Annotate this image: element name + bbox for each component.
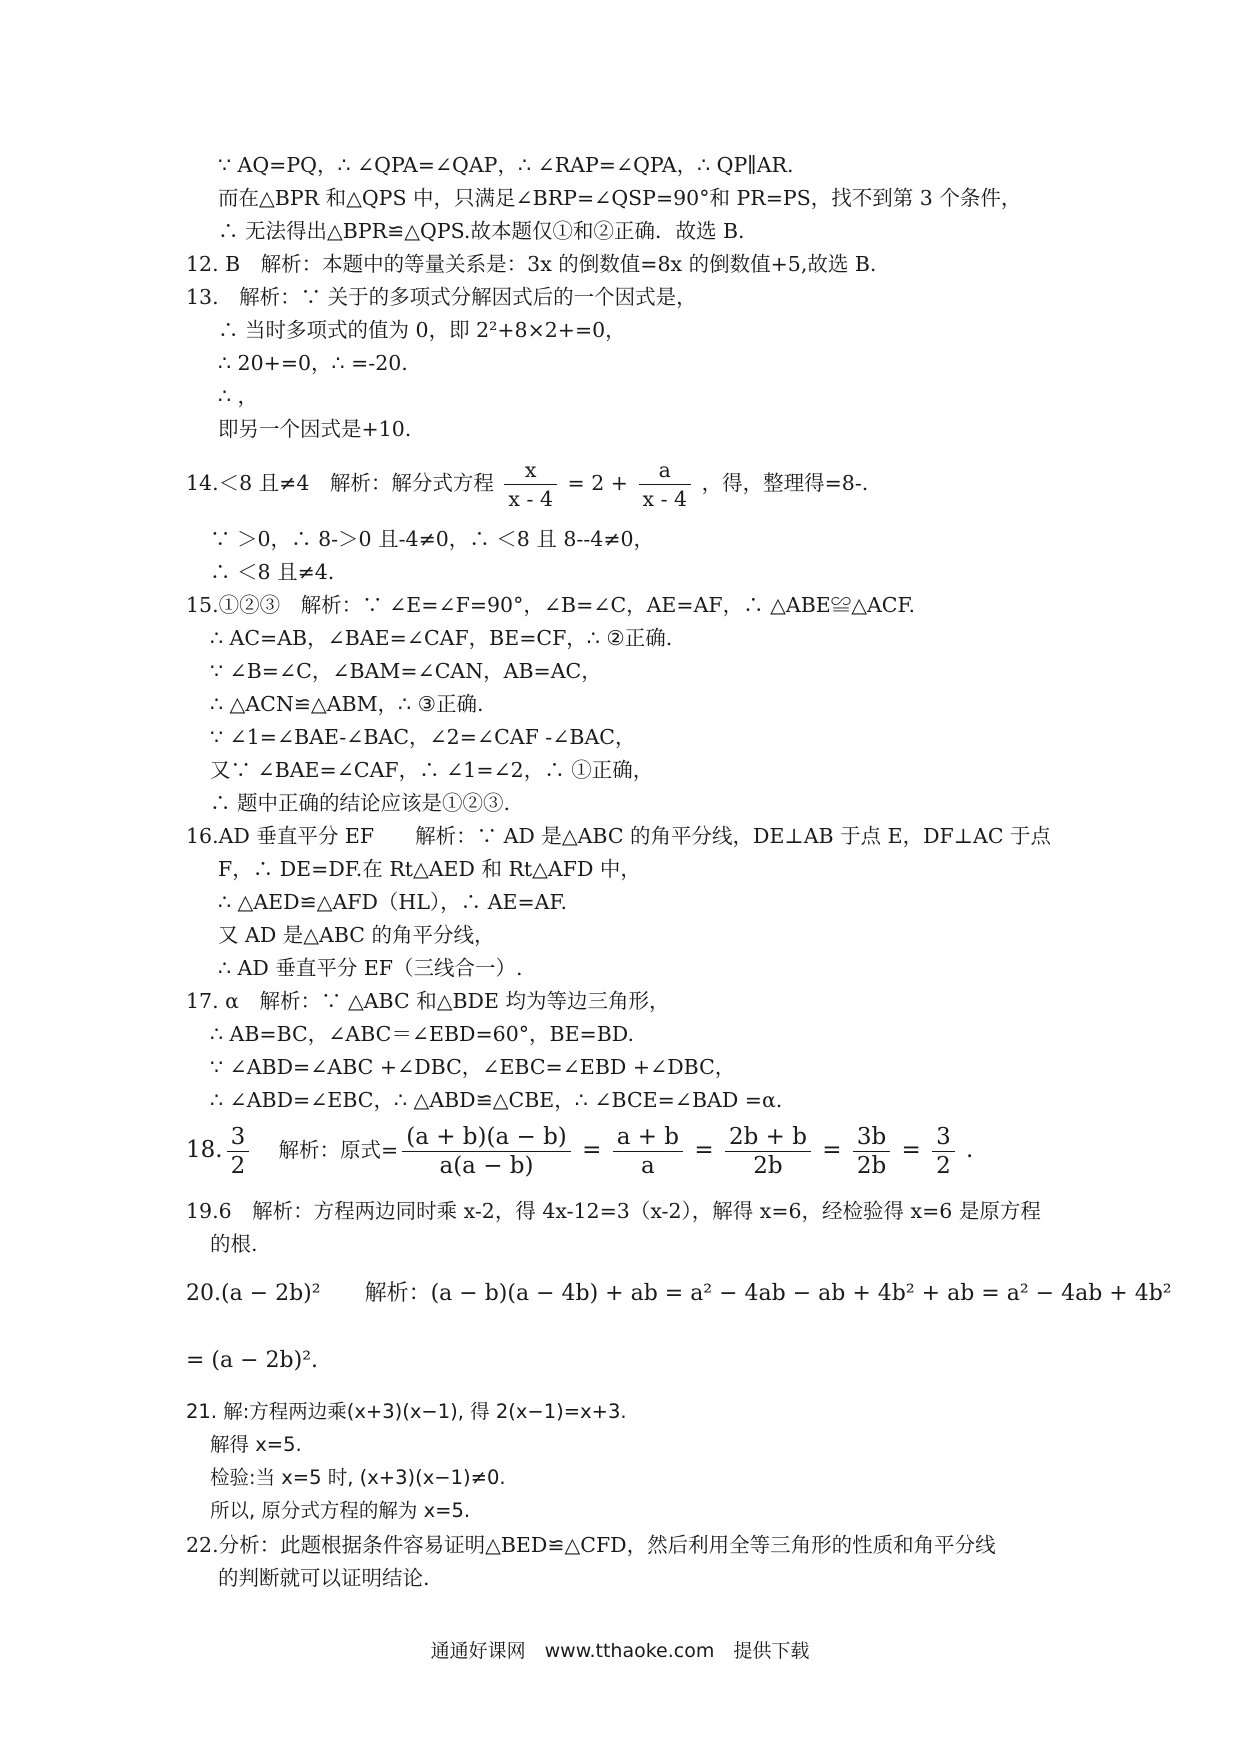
text-line: = (a − 2b)². bbox=[186, 1348, 319, 1373]
text-line: ∴ △AED≌△AFD（HL），∴ AE=AF. bbox=[218, 890, 567, 914]
text-line: ∴ ， bbox=[218, 384, 259, 408]
fraction-denominator: a(a − b) bbox=[439, 1152, 534, 1179]
text-line: 即另一个因式是+10. bbox=[218, 417, 412, 441]
answer-18 bbox=[186, 1118, 973, 1182]
text-line: ∴ ＜8 且≠4. bbox=[210, 560, 335, 584]
fraction-denominator: a bbox=[641, 1152, 655, 1179]
fraction-denominator: 2 bbox=[230, 1152, 246, 1179]
fraction-denominator: x - 4 bbox=[642, 487, 688, 511]
answer-14-text: 14.＜8 且≠4 解析：解分式方程 bbox=[186, 471, 494, 495]
fraction bbox=[402, 1125, 571, 1178]
equals-sign: = bbox=[582, 1137, 602, 1163]
text-line: ∴ AB=BC，∠ABC＝∠EBD=60°，BE=BD. bbox=[210, 1022, 634, 1046]
fraction bbox=[613, 1125, 683, 1178]
fraction-numerator: 3 bbox=[227, 1125, 250, 1152]
answer-18-number: 18. bbox=[186, 1137, 223, 1163]
fraction bbox=[725, 1125, 811, 1178]
fraction bbox=[639, 458, 692, 511]
analysis-label: 解析：原式= bbox=[278, 1138, 399, 1162]
text-line: ∴ AD 垂直平分 EF（三线合一）. bbox=[218, 956, 523, 980]
answer-19: 19.6 解析：方程两边同时乘 x-2，得 4x-12=3（x-2），解得 x=6，经检验得 x=6 是原方程 bbox=[186, 1199, 1041, 1223]
fraction-numerator: 3b bbox=[853, 1125, 890, 1152]
fraction-numerator: 3 bbox=[932, 1125, 955, 1152]
equation-text: ，得，整理得=8-. bbox=[701, 471, 869, 495]
text-line: 又∵ ∠BAE=∠CAF，∴ ∠1=∠2，∴ ①正确， bbox=[210, 758, 654, 782]
answer-20: 20.(a − 2b)² 解析：(a − b)(a − 4b) + ab = a² − 4ab − ab + 4b² + ab = a² − 4ab + 4b² bbox=[186, 1281, 1172, 1306]
text-line: ∵ AQ=PQ，∴ ∠QPA=∠QAP，∴ ∠RAP=∠QPA，∴ QP∥AR. bbox=[218, 153, 794, 177]
answer-14 bbox=[186, 453, 868, 513]
text-line: ∵ ∠ABD=∠ABC +∠DBC，∠EBC=∠EBD +∠DBC， bbox=[210, 1055, 736, 1079]
text-line: ∵ ∠1=∠BAE-∠BAC，∠2=∠CAF -∠BAC， bbox=[210, 725, 636, 749]
fraction bbox=[227, 1125, 250, 1178]
text-line: 的根. bbox=[210, 1232, 258, 1256]
equals-sign: = bbox=[822, 1137, 842, 1163]
text-line: ∴ 题中正确的结论应该是①②③. bbox=[210, 791, 511, 815]
text-line: ∴ ∠ABD=∠EBC，∴ △ABD≌△CBE，∴ ∠BCE=∠BAD =α. bbox=[210, 1088, 783, 1112]
text-line: ∴ 20+=0，∴ =-20. bbox=[218, 351, 408, 375]
fraction bbox=[932, 1125, 955, 1178]
text-line: 又 AD 是△ABC 的角平分线， bbox=[218, 923, 495, 947]
equals-sign: = bbox=[694, 1137, 714, 1163]
fraction-denominator: 2b bbox=[753, 1152, 783, 1179]
text-line: ∵ ∠B=∠C，∠BAM=∠CAN，AB=AC， bbox=[210, 659, 602, 683]
page-footer: 通通好课网 www.tthaoke.com 提供下载 bbox=[430, 1640, 810, 1662]
answer-21: 21. 解:方程两边乘(x+3)(x−1), 得 2(x−1)=x+3. bbox=[186, 1400, 627, 1423]
fraction-numerator: a bbox=[639, 458, 692, 485]
fraction-numerator: (a + b)(a − b) bbox=[402, 1125, 571, 1152]
answer-15: 15.①②③ 解析：∵ ∠E=∠F=90°，∠B=∠C，AE=AF，∴ △ABE≌△ACF. bbox=[186, 593, 916, 617]
fraction-numerator: a + b bbox=[613, 1125, 683, 1152]
answer-12: 12. B 解析：本题中的等量关系是：3x 的倒数值=8x 的倒数值+5,故选 B. bbox=[186, 252, 877, 276]
fraction-numerator: 2b + b bbox=[725, 1125, 811, 1152]
answer-16: 16.AD 垂直平分 EF 解析：∵ AD 是△ABC 的角平分线，DE⊥AB 于点 E，DF⊥AC 于点 bbox=[186, 824, 1052, 848]
text-line: 而在△BPR 和△QPS 中，只满足∠BRP=∠QSP=90°和 PR=PS，找不到第 3 个条件， bbox=[218, 186, 1022, 210]
text-line: F，∴ DE=DF.在 Rt△AED 和 Rt△AFD 中， bbox=[218, 857, 641, 881]
equation-text: = 2 + bbox=[567, 471, 628, 495]
equals-sign: = bbox=[901, 1137, 921, 1163]
answer-22: 22.分析：此题根据条件容易证明△BED≌△CFD，然后利用全等三角形的性质和角平分线 bbox=[186, 1533, 996, 1557]
fraction-denominator: 2b bbox=[856, 1152, 887, 1179]
text-line: 解得 x=5. bbox=[210, 1433, 302, 1456]
text-line: ∵ ＞0，∴ 8-＞0 且-4≠0，∴ ＜8 且 8--4≠0， bbox=[210, 527, 655, 551]
fraction bbox=[853, 1125, 890, 1178]
text-line: ∴ 当时多项式的值为 0，即 2²+8×2+=0， bbox=[218, 318, 626, 342]
text-line: ∴ △ACN≌△ABM，∴ ③正确. bbox=[210, 692, 484, 716]
fraction-denominator: x - 4 bbox=[508, 487, 553, 511]
text-line: ∴ AC=AB，∠BAE=∠CAF，BE=CF，∴ ②正确. bbox=[210, 626, 673, 650]
text-line: 的判断就可以证明结论. bbox=[218, 1566, 430, 1590]
period: . bbox=[966, 1137, 974, 1163]
fraction-denominator: 2 bbox=[936, 1152, 951, 1179]
fraction-numerator: x bbox=[504, 458, 557, 485]
text-line: 所以, 原分式方程的解为 x=5. bbox=[210, 1499, 471, 1522]
answer-17: 17. α 解析：∵ △ABC 和△BDE 均为等边三角形， bbox=[186, 989, 670, 1013]
text-line: ∴ 无法得出△BPR≌△QPS.故本题仅①和②正确．故选 B. bbox=[218, 219, 745, 243]
text-line: 检验:当 x=5 时, (x+3)(x−1)≠0. bbox=[210, 1466, 506, 1489]
answer-13: 13. 解析：∵ 关于的多项式分解因式后的一个因式是， bbox=[186, 285, 697, 309]
fraction bbox=[504, 458, 557, 511]
